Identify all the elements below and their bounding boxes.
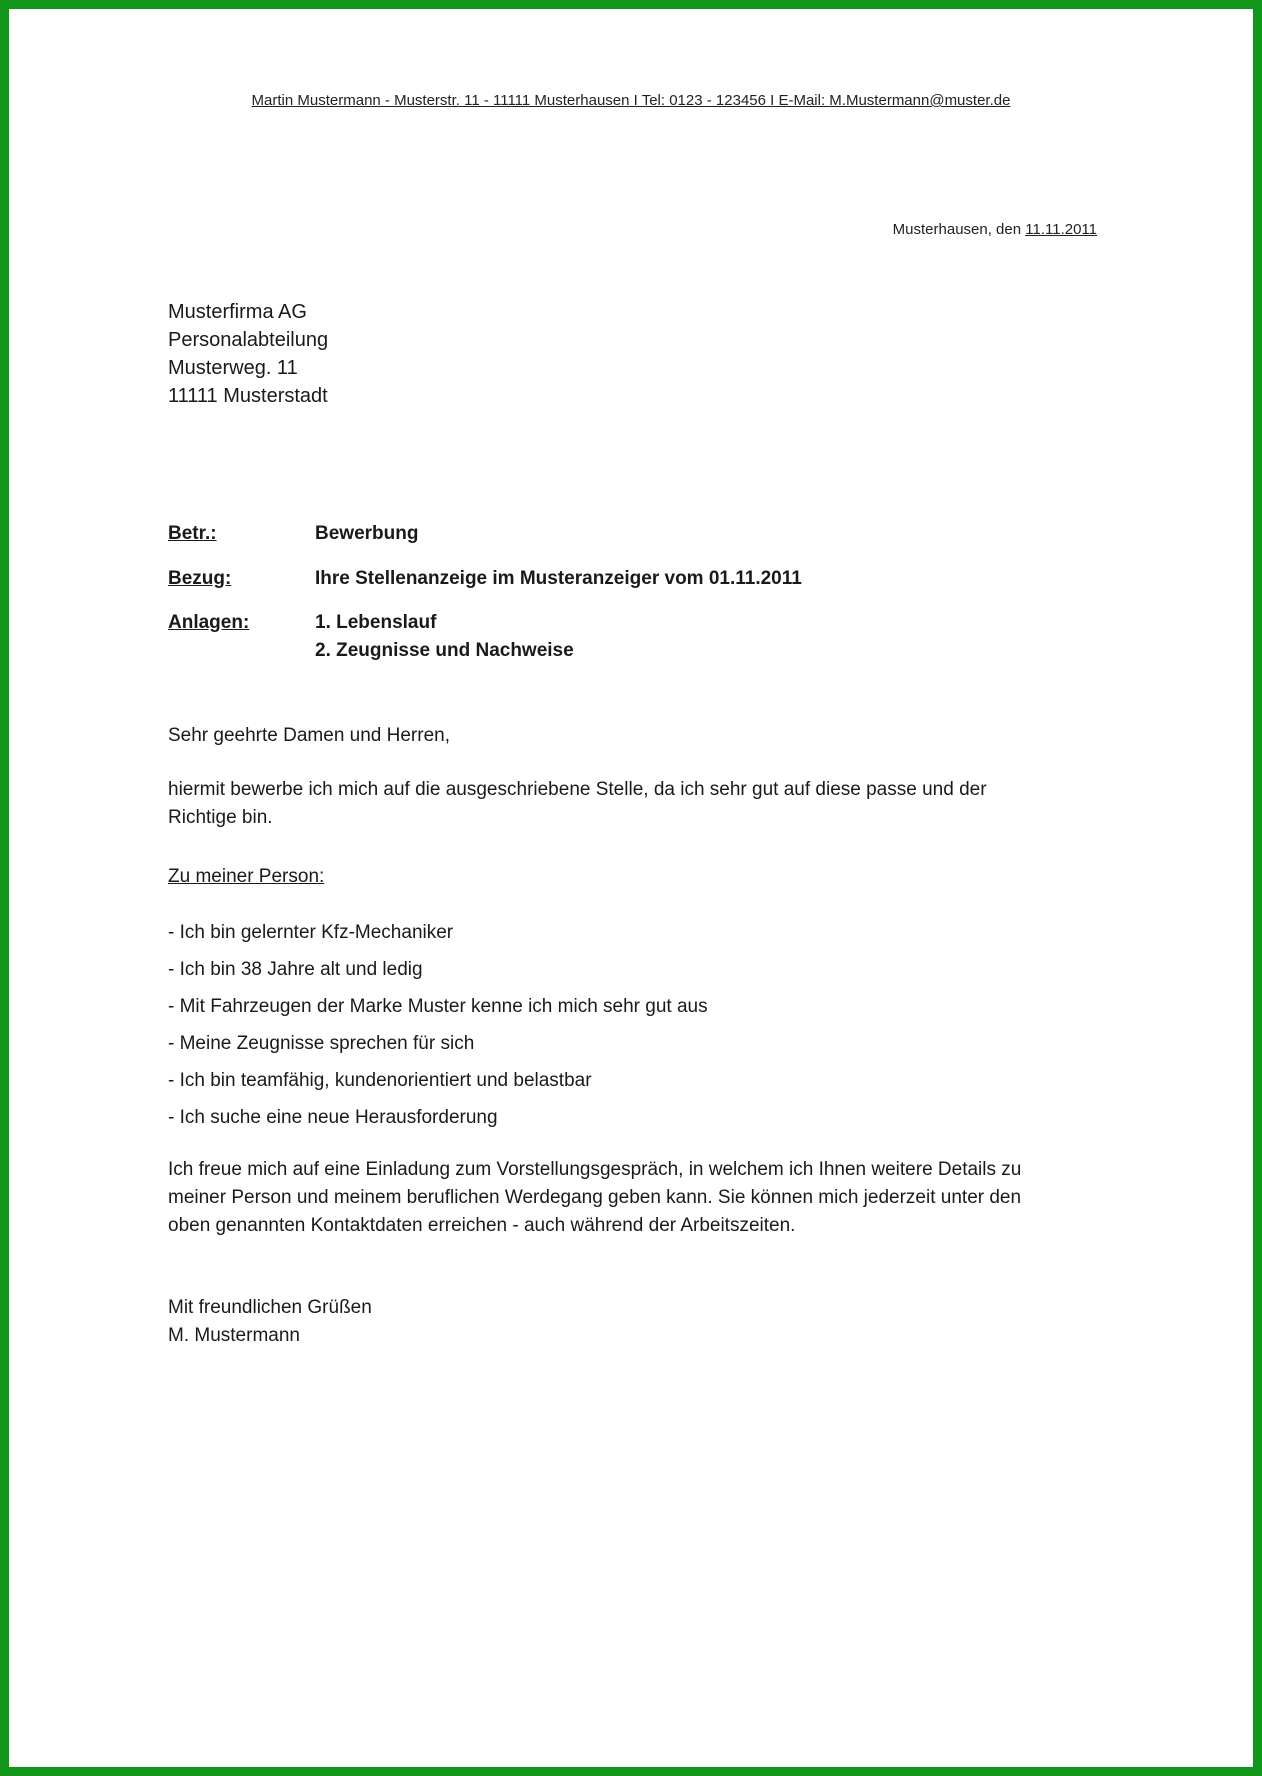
closing-line: Ich freue mich auf eine Einladung zum Vorstellungsgespräch, in welchem ich Ihnen weitere Details zu (168, 1159, 1022, 1180)
signoff (168, 1294, 372, 1350)
betr-label: Betr.: (168, 523, 217, 544)
date-prefix: Musterhausen, den (892, 221, 1026, 238)
date-value: 11.11.2011 (1025, 221, 1097, 238)
list-item: - Ich bin gelernter Kfz-Mechaniker (168, 922, 454, 943)
recipient-city: 11111 Musterstadt (168, 385, 328, 407)
closing-paragraph (168, 1156, 1021, 1240)
intro-line: hiermit bewerbe ich mich auf die ausgeschriebene Stelle, da ich sehr gut auf diese passe und der (168, 779, 987, 800)
signature: M. Mustermann (168, 1325, 300, 1346)
recipient-street: Musterweg. 11 (168, 357, 298, 379)
greeting: Mit freundlichen Grüßen (168, 1297, 372, 1318)
qualification-list (168, 919, 708, 1141)
list-item: - Ich bin 38 Jahre alt und ledig (168, 959, 423, 980)
closing-line: oben genannten Kontaktdaten erreichen - auch während der Arbeitszeiten. (168, 1215, 796, 1236)
list-item: - Mit Fahrzeugen der Marke Muster kenne ich mich sehr gut aus (168, 996, 708, 1017)
bezug-label: Bezug: (168, 568, 232, 589)
recipient-company: Musterfirma AG (168, 301, 307, 323)
list-item: - Meine Zeugnisse sprechen für sich (168, 1033, 475, 1054)
betr-value: Bewerbung (315, 523, 419, 544)
recipient-address (168, 298, 328, 410)
person-heading: Zu meiner Person: (168, 866, 325, 887)
salutation: Sehr geehrte Damen und Herren, (168, 725, 450, 746)
anlagen-item-1: 1. Lebenslauf (315, 612, 437, 633)
date-line (893, 221, 1097, 238)
sender-line: Martin Mustermann - Musterstr. 11 - 11111 Musterhausen I Tel: 0123 - 123456 I E-Mail: M.Mustermann@muster.de (251, 92, 1011, 109)
anlagen-item-2: 2. Zeugnisse und Nachweise (315, 640, 574, 661)
anlagen-label: Anlagen: (168, 612, 250, 633)
bezug-value: Ihre Stellenanzeige im Musteranzeiger vom 01.11.2011 (315, 568, 802, 589)
intro-paragraph (168, 776, 987, 832)
list-item: - Ich suche eine neue Herausforderung (168, 1107, 498, 1128)
list-item: - Ich bin teamfähig, kundenorientiert und belastbar (168, 1070, 592, 1091)
intro-line: Richtige bin. (168, 807, 273, 828)
recipient-department: Personalabteilung (168, 329, 329, 351)
closing-line: meiner Person und meinem beruflichen Werdegang geben kann. Sie können mich jederzeit unter den (168, 1187, 1022, 1208)
